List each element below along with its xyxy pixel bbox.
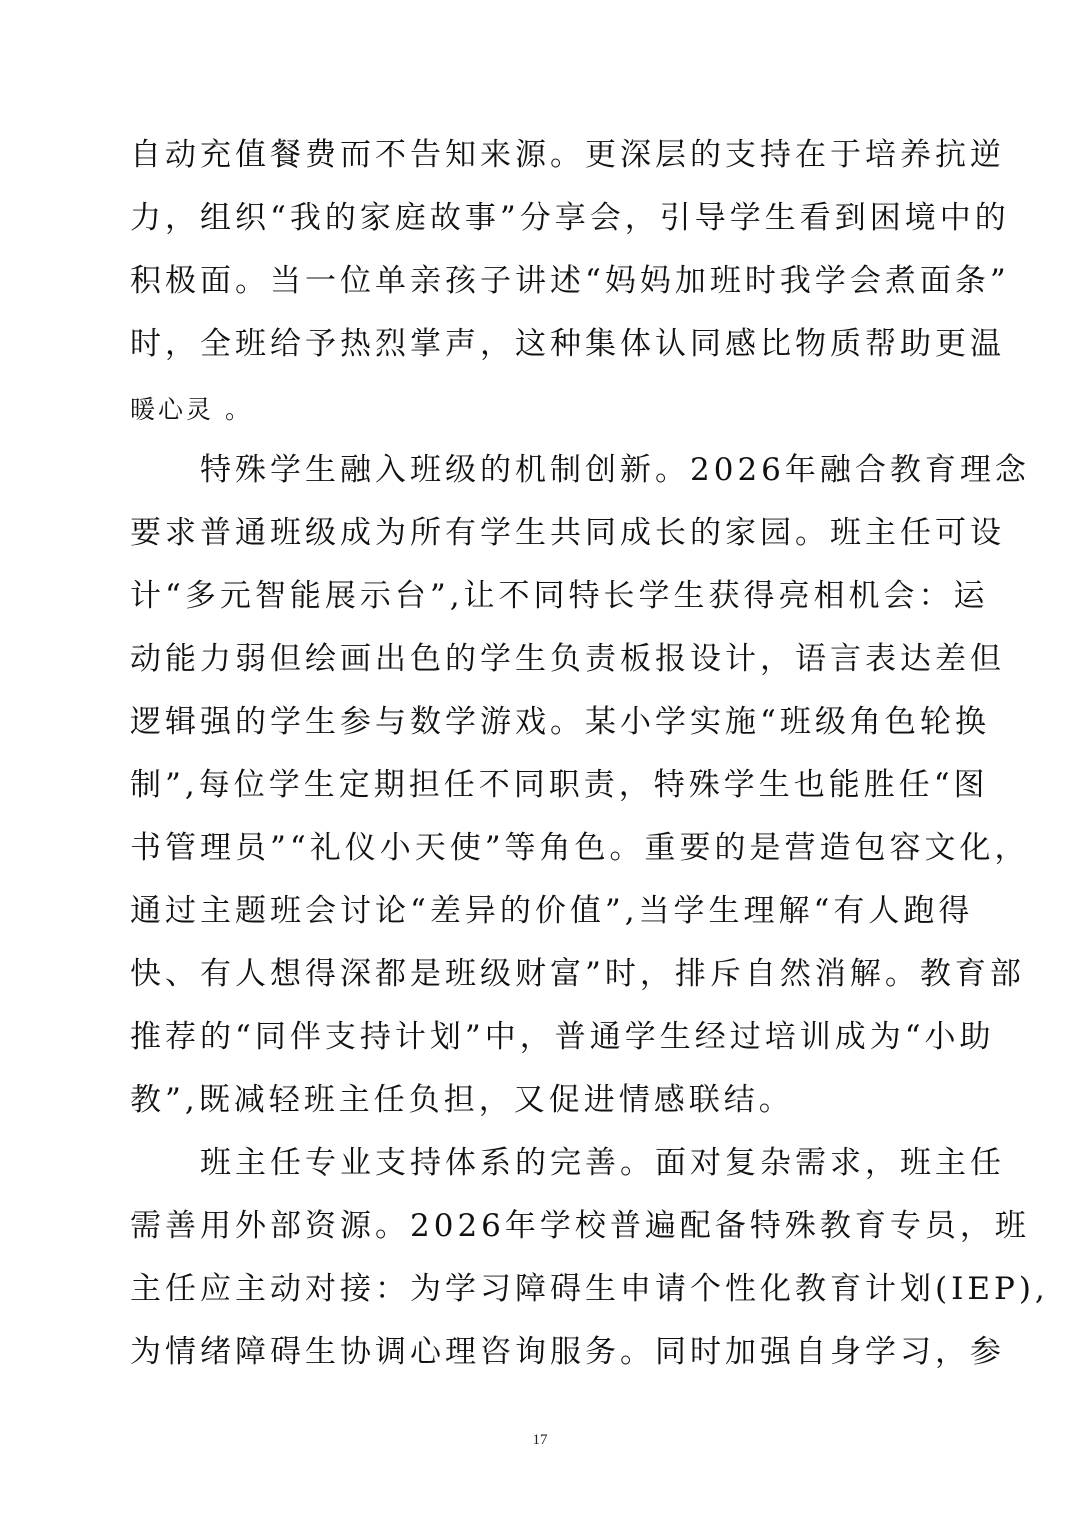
text-line: 时，全班给予热烈掌声，这种集体认同感比物质帮助更温 bbox=[130, 326, 1005, 362]
text-line: 自动充值餐费而不告知来源。更深层的支持在于培养抗逆 bbox=[130, 137, 1005, 173]
text-line: 书管理员”“礼仪小天使”等角色。重要的是营造包容文化， bbox=[130, 830, 1030, 866]
text-line: 教”,既减轻班主任负担，又促进情感联结。 bbox=[130, 1082, 794, 1118]
text-line: 需善用外部资源。2026年学校普遍配备特殊教育专员，班 bbox=[130, 1208, 1030, 1244]
text-line: 计“多元智能展示台”,让不同特长学生获得亮相机会：运 bbox=[130, 578, 989, 614]
text-line: 为情绪障碍生协调心理咨询服务。同时加强自身学习，参 bbox=[130, 1334, 1005, 1370]
text-line: 要求普通班级成为所有学生共同成长的家园。班主任可设 bbox=[130, 515, 1005, 551]
page-number: 17 bbox=[532, 1432, 548, 1448]
text-line: 动能力弱但绘画出色的学生负责板报设计，语言表达差但 bbox=[130, 641, 1005, 677]
text-line: 暖心灵 。 bbox=[130, 395, 253, 424]
text-line: 推荐的“同伴支持计划”中，普通学生经过培训成为“小助 bbox=[130, 1019, 995, 1055]
text-line: 主任应主动对接：为学习障碍生申请个性化教育计划(IEP), bbox=[130, 1271, 1049, 1307]
text-line: 逻辑强的学生参与数学游戏。某小学实施“班级角色轮换 bbox=[130, 704, 990, 740]
text-line: 制”,每位学生定期担任不同职责，特殊学生也能胜任“图 bbox=[130, 767, 989, 803]
paragraph-start-line: 班主任专业支持体系的完善。面对复杂需求，班主任 bbox=[200, 1145, 1005, 1181]
paragraph-start-line: 特殊学生融入班级的机制创新。2026年融合教育理念 bbox=[200, 452, 1030, 488]
text-line: 快、有人想得深都是班级财富”时，排斥自然消解。教育部 bbox=[130, 956, 1025, 992]
text-line: 积极面。当一位单亲孩子讲述“妈妈加班时我学会煮面条” bbox=[130, 263, 1010, 299]
text-line: 力，组织“我的家庭故事”分享会，引导学生看到困境中的 bbox=[130, 200, 1010, 236]
text-line: 通过主题班会讨论“差异的价值”,当学生理解“有人跑得 bbox=[130, 893, 974, 929]
